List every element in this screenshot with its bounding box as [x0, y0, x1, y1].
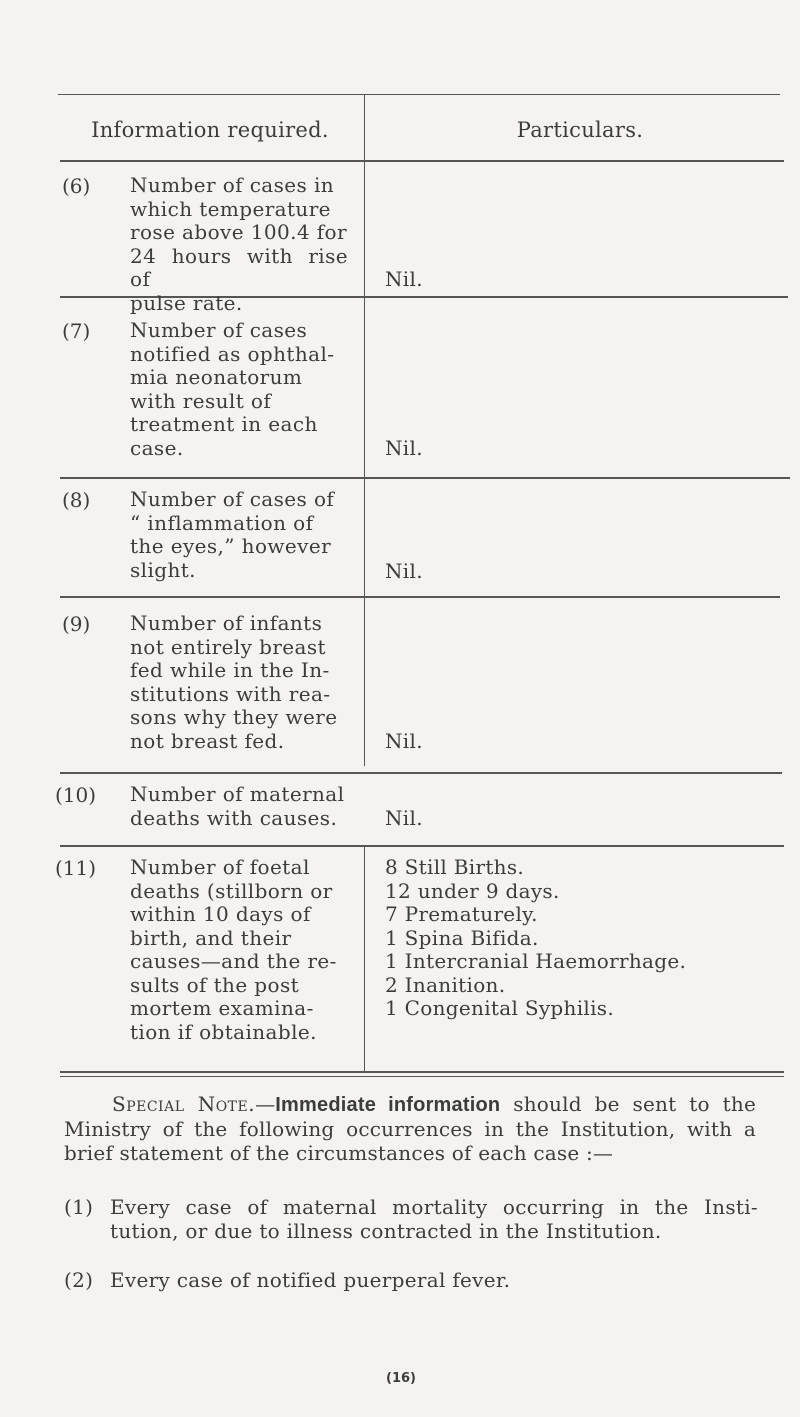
header-information: Information required.: [91, 118, 329, 142]
row-particulars: Nil.: [385, 267, 423, 291]
note-dash: —: [255, 1092, 276, 1116]
note-label: Special Note.: [112, 1092, 256, 1116]
special-note: [64, 1092, 756, 1165]
particulars-line: 12 under 9 days.: [385, 878, 560, 903]
note-item-2: [64, 1268, 758, 1292]
note-emphasis: Immediate information: [275, 1094, 501, 1116]
particulars-line: 1 Intercranial Haemorrhage.: [385, 949, 687, 973]
header-rule: [60, 160, 784, 162]
row-particulars: Nil.: [385, 806, 423, 830]
note-item-number: (2): [64, 1268, 94, 1292]
row-information: Number of foetal deaths (stillborn or within 10 days of birth, and their causes—and the re- sults of the post mortem examina- tion if obtainable.: [130, 855, 337, 1044]
particulars-line: 1 Congenital Syphilis.: [385, 996, 615, 1020]
particulars-line: 1 Spina Bifida.: [385, 925, 539, 950]
row-number: (9): [62, 612, 91, 636]
table-bottom-rule: [60, 1071, 784, 1073]
row-information: Number of maternal deaths with causes.: [130, 782, 345, 830]
row-number: (8): [62, 488, 91, 512]
row-number: (6): [62, 174, 91, 198]
table-top-rule: [58, 94, 780, 95]
row-number: (10): [55, 783, 97, 807]
row-rule-8: [60, 596, 780, 598]
row-information: Number of infants not entirely breast fed while in the In- stitutions with rea- sons why they were not breast fed.: [130, 611, 338, 753]
row-particulars: Nil.: [385, 559, 423, 583]
header-particulars: Particulars.: [516, 118, 644, 142]
row-rule-9: [60, 772, 782, 774]
table-bottom-rule-2: [60, 1076, 784, 1077]
row-particulars: Nil.: [385, 729, 423, 753]
note-item-number: (1): [64, 1195, 94, 1219]
row-information: Number of cases notified as ophthal- mia neonatorum with result of treatment in each case.: [130, 318, 335, 460]
note-item-1: [64, 1195, 758, 1243]
note-item-text: Every case of maternal mortality occurring in the Insti- tution, or due to illness contracted in the Institution.: [110, 1195, 758, 1243]
particulars-line: 7 Prematurely.: [385, 902, 538, 926]
row-rule-7: [60, 477, 790, 479]
particulars-line: 8 Still Births.: [385, 855, 525, 879]
column-divider: [364, 94, 365, 766]
particulars-line: 2 Inanition.: [385, 972, 506, 997]
row-information: Number of cases of “ inflammation of the eyes,” however slight.: [130, 487, 335, 582]
note-item-text: Every case of notified puerperal fever.: [110, 1268, 511, 1292]
row-rule-10: [60, 845, 784, 847]
row-particulars-list: [385, 856, 686, 1021]
row-number: (11): [55, 856, 97, 880]
row-particulars: Nil.: [385, 436, 423, 460]
column-divider-lower: [364, 845, 365, 1071]
row-information: Number of cases in which temperature rose above 100.4 for 24 hours with rise of pulse rate.: [130, 173, 348, 315]
page-number: (16): [386, 1371, 416, 1386]
note-text: should be sent to the Ministry of the following occurrences in the Institution, with a brief statement of the circumstances of each case :—: [64, 1092, 756, 1165]
row-number: (7): [62, 319, 91, 343]
